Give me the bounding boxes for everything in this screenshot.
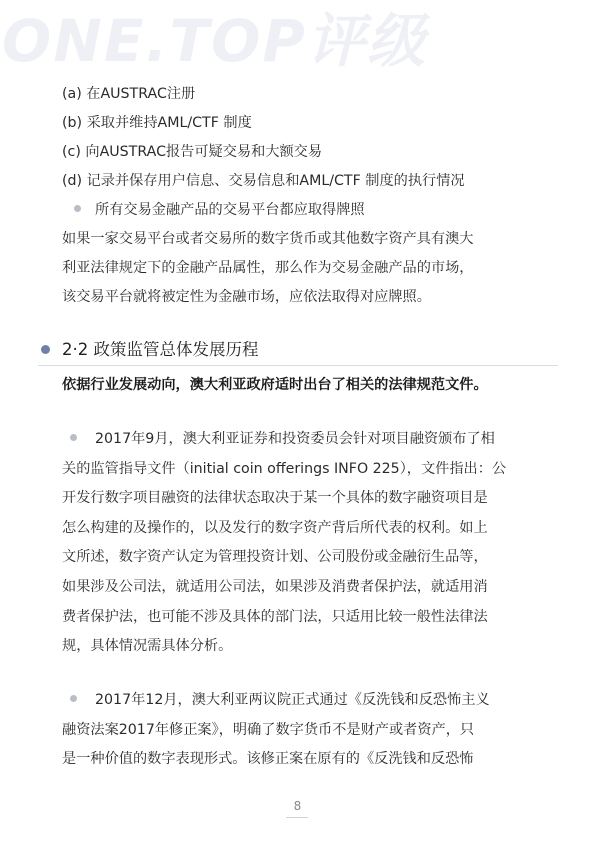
paragraph-line: 2017年9月，澳大利亚证券和投资委员会针对项目融资颁布了相 [62, 425, 540, 455]
paragraph-line: 开发行数字项目融资的法律状态取决于某一个具体的数字融资项目是 [62, 490, 488, 507]
bullet-dot-icon [70, 695, 77, 702]
intro-line: 该交易平台就将被定性为金融市场，应依法取得对应牌照。 [62, 289, 431, 305]
bullet-dot-icon [70, 434, 77, 441]
page-number-underline [286, 817, 308, 818]
page-number: 8 [293, 799, 302, 813]
list-item: (a) 在AUSTRAC注册 [62, 86, 196, 102]
requirements-list [62, 80, 540, 312]
bold-intro: 依据行业发展动向，澳大利亚政府适时出台了相关的法律规范文件。 [62, 377, 488, 393]
bullet-text: 所有交易金融产品的交易平台都应取得牌照 [95, 202, 365, 218]
watermark-logo: ONE.TOP评级 [2, 7, 427, 75]
paragraph-line: 文所述，数字资产认定为管理投资计划、公司股份或金融衍生品等， [62, 549, 488, 566]
bold-intro-block [62, 371, 540, 400]
section-divider [38, 365, 558, 366]
paragraph-line: 是一种价值的数字表现形式。该修正案在原有的《反洗钱和反恐怖 [62, 751, 474, 768]
section-bullet-icon [41, 345, 50, 354]
list-item: (d) 记录并保存用户信息、交易信息和AML/CTF 制度的执行情况 [62, 173, 465, 189]
list-item: (c) 向AUSTRAC报告可疑交易和大额交易 [62, 144, 323, 160]
paragraph-line: 2017年12月，澳大利亚两议院正式通过《反洗钱和反恐怖主义 [62, 686, 540, 716]
list-item: (b) 采取并维持AML/CTF 制度 [62, 115, 252, 131]
paragraph-line: 融资法案2017年修正案》，明确了数字货币不是财产或者资产，只 [62, 721, 475, 738]
section-title: 2·2 政策监管总体发展历程 [62, 340, 259, 359]
intro-line: 如果一家交易平台或者交易所的数字货币或其他数字资产具有澳大 [62, 231, 474, 247]
intro-line: 利亚法律规定下的金融产品属性，那么作为交易金融产品的市场， [62, 260, 474, 276]
paragraph-line: 怎么构建的及操作的，以及发行的数字资产背后所代表的权利。如上 [62, 519, 488, 536]
bullet-item [62, 196, 540, 225]
paragraph-line: 关的监管指导文件（initial coin offerings INFO 225），文件指出：公 [62, 460, 507, 477]
paragraph-line: 规，具体情况需具体分析。 [62, 638, 233, 655]
paragraph-line: 如果涉及公司法，就适用公司法，如果涉及消费者保护法，就适用消 [62, 578, 488, 595]
paragraph-line: 费者保护法，也可能不涉及具体的部门法，只适用比较一般性法律法 [62, 608, 488, 625]
bullet-dot-icon [74, 205, 81, 212]
paragraph-2017-dec [62, 686, 540, 775]
paragraph-2017-sep [62, 425, 540, 662]
section-header [38, 336, 558, 364]
